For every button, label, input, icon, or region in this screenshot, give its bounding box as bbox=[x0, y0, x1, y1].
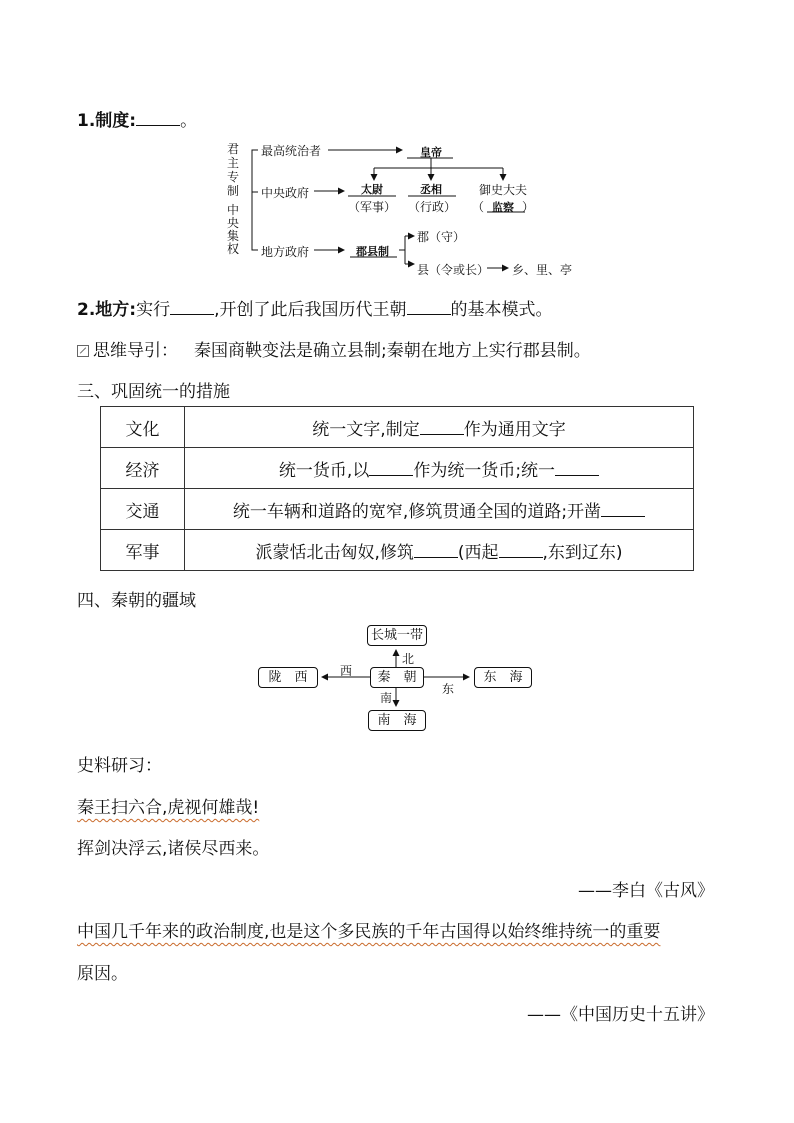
jun-label: 郡（守） bbox=[417, 230, 466, 244]
measure-text: 作为统一货币;统一 bbox=[413, 460, 556, 481]
autocracy-char: 主 bbox=[226, 156, 239, 170]
xian-label: 县（令或长） bbox=[417, 263, 490, 277]
emperor-label: 皇帝 bbox=[420, 146, 442, 159]
measure-category: 经济 bbox=[101, 448, 185, 489]
section2-label: 地方: bbox=[95, 300, 137, 320]
measure-text: 统一车辆和道路的宽窄,修筑贯通全国的道路;开凿 bbox=[232, 501, 602, 522]
measure-text: 统一货币,以 bbox=[278, 460, 370, 481]
measure-category: 军事 bbox=[101, 530, 185, 571]
north-region-box: 长城一带 bbox=[367, 625, 427, 646]
section2-text-b: ,开创了此后我国历代王朝 bbox=[214, 300, 407, 320]
section1-end: 。 bbox=[180, 111, 198, 131]
west-region-box: 陇 西 bbox=[258, 667, 318, 688]
centralization-char: 权 bbox=[226, 242, 239, 256]
chengxiang-role: （行政） bbox=[408, 200, 457, 214]
east-region-box: 东 海 bbox=[474, 667, 532, 688]
heading-consolidation: 三、巩固统一的措施 bbox=[77, 382, 230, 402]
sources-title: 史料研习： bbox=[77, 756, 162, 776]
centralization-char: 央 bbox=[226, 216, 239, 230]
quote-attribution: ——《中国历史十五讲》 bbox=[527, 1005, 714, 1025]
taiwei-role: （军事） bbox=[348, 200, 397, 214]
taiwei-label: 太尉 bbox=[361, 183, 383, 196]
centralization-char: 中 bbox=[226, 203, 239, 217]
measure-text: (西起 bbox=[457, 542, 499, 563]
south-direction-label: 南 bbox=[380, 691, 393, 705]
yushi-role-open: （ bbox=[472, 200, 485, 214]
yushi-role-close: ） bbox=[522, 200, 535, 214]
centralization-char: 集 bbox=[226, 229, 239, 243]
autocracy-char: 君 bbox=[226, 142, 239, 156]
measure-text: ,东到辽东) bbox=[542, 542, 623, 563]
south-region-box: 南 海 bbox=[368, 710, 426, 731]
measure-text: 统一文字,制定 bbox=[312, 419, 420, 440]
thinking-guide-label: 思维导引： bbox=[93, 341, 178, 361]
autocracy-char: 专 bbox=[226, 170, 239, 184]
highest-ruler-label: 最高统治者 bbox=[261, 144, 322, 158]
poem-attribution: ——李白《古风》 bbox=[578, 881, 714, 901]
measure-category: 交通 bbox=[101, 489, 185, 530]
quote-line-2: 原因。 bbox=[77, 964, 128, 984]
measure-category: 文化 bbox=[101, 407, 185, 448]
autocracy-char: 制 bbox=[226, 184, 239, 198]
chengxiang-label: 丞相 bbox=[420, 183, 442, 196]
east-direction-label: 东 bbox=[442, 682, 455, 696]
west-direction-label: 西 bbox=[340, 664, 353, 678]
poem-line-2: 挥剑决浮云,诸侯尽西来。 bbox=[77, 839, 270, 859]
north-direction-label: 北 bbox=[402, 652, 415, 666]
yushi-role-text: 监察 bbox=[492, 201, 515, 214]
poem-line-1: 秦王扫六合,虎视何雄哉! bbox=[77, 798, 260, 818]
local-gov-label: 地方政府 bbox=[261, 245, 310, 259]
quote-line-1: 中国几千年来的政治制度,也是这个多民族的千年古国得以始终维持统一的重要 bbox=[77, 922, 661, 942]
thinking-guide-text: 秦国商鞅变法是确立县制;秦朝在地方上实行郡县制。 bbox=[194, 341, 591, 361]
qin-dynasty-box: 秦 朝 bbox=[370, 667, 424, 688]
section1-number: 1. bbox=[77, 111, 96, 131]
section2-text-a: 实行 bbox=[136, 300, 171, 320]
section1-label: 制度: bbox=[95, 111, 137, 131]
central-gov-label: 中央政府 bbox=[261, 186, 310, 200]
measure-text: 作为通用文字 bbox=[463, 419, 566, 440]
junxian-label: 郡县制 bbox=[356, 245, 389, 258]
measure-text: 派蒙恬北击匈奴,修筑 bbox=[255, 542, 414, 563]
section2-text-c: 的基本模式。 bbox=[450, 300, 553, 320]
heading-territory: 四、秦朝的疆域 bbox=[77, 591, 196, 611]
section2-number: 2. bbox=[77, 300, 96, 320]
xiang-label: 乡、里、亭 bbox=[512, 263, 573, 277]
yushi-label: 御史大夫 bbox=[479, 183, 528, 197]
